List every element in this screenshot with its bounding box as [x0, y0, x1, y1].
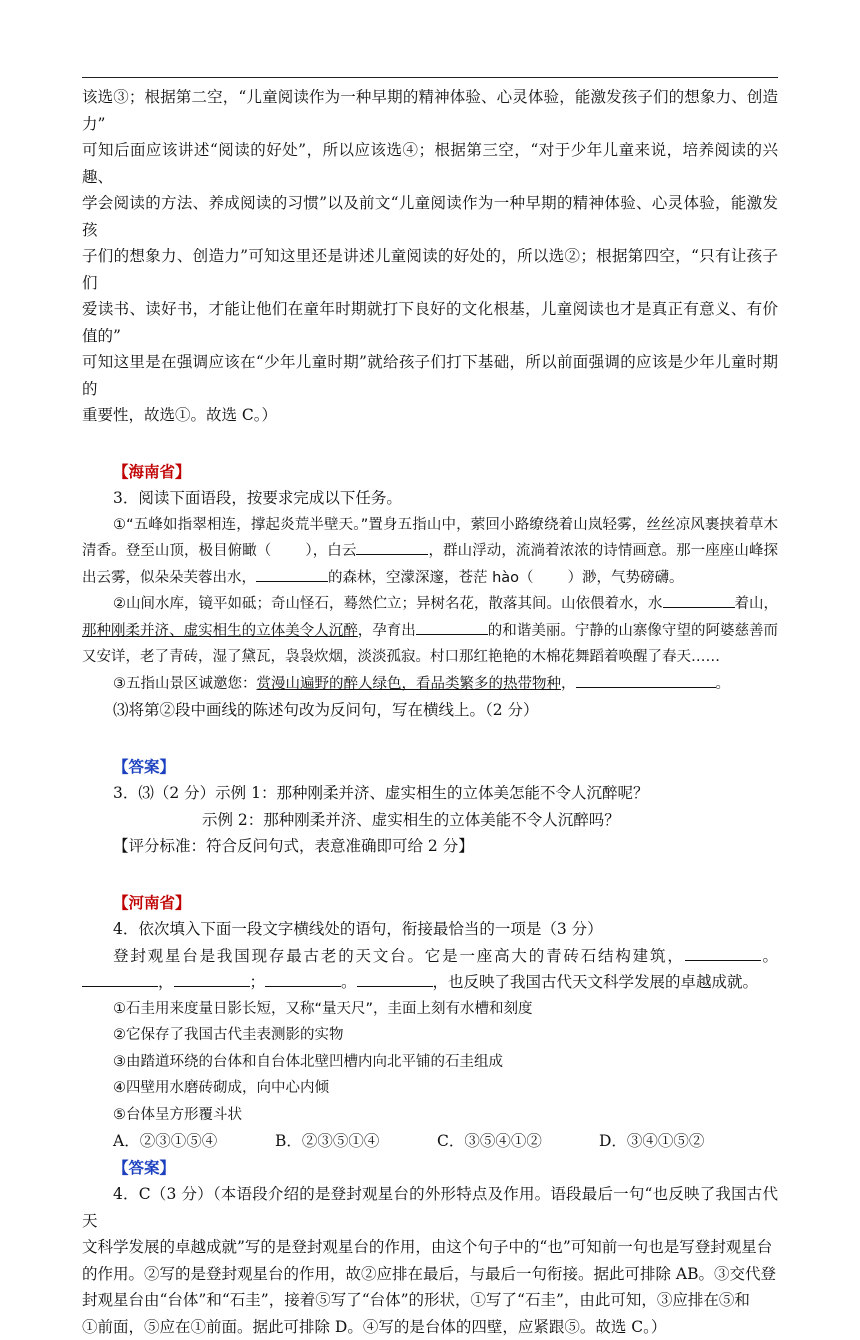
- text-span: 草木清香。登至山顶，极目俯瞰（: [82, 517, 778, 560]
- text-line: 重要性，故选①。故选 C。）: [82, 402, 778, 429]
- list-item: ②它保存了我国古代圭表测影的实物: [82, 1022, 778, 1049]
- underlined-sentence: 那种刚柔并济、虚实相生的立体美令人沉醉: [82, 623, 358, 639]
- text-span: 。: [716, 676, 731, 692]
- list-item: ③由踏道环绕的台体和自台体北壁凹槽内向北平铺的石圭组成: [82, 1049, 778, 1076]
- scoring-criteria: 【评分标准：符合反问句式，表意准确即可给 2 分】: [82, 833, 778, 860]
- answer-label: 【答案】: [82, 1155, 778, 1182]
- text-span: ）渺，气势磅礴。: [568, 570, 684, 586]
- text-span: ，群山浮动，流淌着浓浓的诗情画意。那一座座: [428, 543, 734, 559]
- region-label-hainan: 【海南省】: [82, 459, 778, 486]
- answer-blank: [174, 972, 250, 987]
- text-span: 登封观星台是我国现存最古老的天文台。它是一座高大的青砖石结构建筑，: [113, 947, 685, 965]
- header-rule: [82, 77, 778, 78]
- question-stem: [82, 943, 778, 996]
- explanation-line: 封观星台由“台体”和“石圭”，接着⑤写了“台体”的形状，①写了“石圭”，由此可知，③应排在⑤和: [82, 1287, 778, 1314]
- answer-blank: [416, 620, 488, 635]
- option-c: C．③⑤④①②: [437, 1128, 599, 1155]
- text-span: ；: [250, 973, 266, 991]
- text-span: 。: [341, 973, 357, 991]
- region-label-henan: 【河南省】: [82, 890, 778, 917]
- text-span: ，也反映了我国古代天文科学发展的卓越成就。: [433, 973, 759, 991]
- text-span: ，: [561, 676, 576, 692]
- choice-options: [82, 1128, 778, 1155]
- answer-blank: [356, 540, 428, 555]
- question-intro: 3．阅读下面语段，按要求完成以下任务。: [82, 485, 778, 512]
- explanation-line: 的作用。②写的是登封观星台的作用，故②应排在最后，与最后一句衔接。据此可排除 AB。③交代登: [82, 1261, 778, 1288]
- text-line: 子们的想象力、创造力”可知这里还是讲述儿童阅读的好处的，所以选②；根据第四空，“只有让孩子们: [82, 243, 778, 296]
- text-line: 可知后面应该讲述“阅读的好处”，所以应该选④；根据第三空，“对于少年儿童来说，培养阅读的兴趣、: [82, 137, 778, 190]
- text-span: ③五指山景区诚邀您：: [113, 676, 257, 692]
- answer-blank: [685, 946, 761, 961]
- text-line: 学会阅读的方法、养成阅读的习惯”以及前文“儿童阅读作为一种早期的精神体验、心灵体验，能激发孩: [82, 190, 778, 243]
- answer-example-2: 示例 2：那种刚柔并济、虚实相生的立体美能不令人沉醉吗？: [82, 807, 778, 834]
- text-span: 而又安详，老了青砖，湿了黛瓦，袅袅炊烟，淡淡孤寂。村口那红艳艳的木棉花舞蹈着唤醒了春天……: [82, 623, 778, 666]
- text-span: 山峰探出云雾，似朵朵芙蓉出水，: [82, 543, 778, 586]
- answer-blank: [357, 972, 433, 987]
- text-span: ②山间水库，镜平如砥；奇山怪石，蓦然伫立；异树名花，散落其间。山依偎着水，水: [113, 596, 663, 612]
- list-item: ④四壁用水磨砖砌成，向中心内倾: [82, 1075, 778, 1102]
- answer-blank: [265, 972, 341, 987]
- text-line: 爱读书、读好书，才能让他们在童年时期就打下良好的文化根基，儿童阅读也才是真正有意义、有价值的”: [82, 296, 778, 349]
- text-span: ），白云: [305, 543, 356, 559]
- text-span: ，孕育出: [358, 623, 416, 639]
- page-content: [82, 84, 778, 1340]
- explanation-line: ①前面，⑤应在①前面。据此可排除 D。④写的是台体的四壁，应紧跟⑤。故选 C。）: [82, 1314, 778, 1340]
- passage-paragraph-2: [82, 591, 778, 671]
- passage-paragraph-1: [82, 512, 778, 592]
- answer-blank: [576, 673, 716, 688]
- text-line: 该选③；根据第二空，“儿童阅读作为一种早期的精神体验、心灵体验，能激发孩子们的想象力、创造力”: [82, 84, 778, 137]
- answer-label: 【答案】: [82, 754, 778, 781]
- explanation-line: 4．C（3 分）（本语段介绍的是登封观星台的外形特点及作用。语段最后一句“也反映了我国古代天: [82, 1181, 778, 1234]
- reading-passage: [82, 512, 778, 698]
- hainan-section: [82, 459, 778, 860]
- option-d: D．③④①⑤②: [599, 1128, 761, 1155]
- answer-blank: [663, 593, 735, 608]
- answer-example-1: 3．⑶（2 分）示例 1：那种刚柔并济、虚实相生的立体美怎能不令人沉醉呢？: [82, 780, 778, 807]
- sentence-items: [82, 996, 778, 1129]
- list-item: ①石圭用来度量日影长短，又称“量天尺”，圭面上刻有水槽和刻度: [82, 996, 778, 1023]
- option-b: B．②③⑤①④: [275, 1128, 437, 1155]
- text-span: ，: [158, 973, 174, 991]
- explanation-line: 文科学发展的卓越成就”写的是登封观星台的作用，由这个句子中的“也”可知前一句也是写登封观星台: [82, 1234, 778, 1261]
- text-span: 。: [761, 947, 778, 965]
- text-span: 的和谐美丽。宁静的山寨像守望的阿婆慈善: [488, 623, 764, 639]
- text-span: 的森林，空濛深邃，苍茫 hào（: [328, 570, 534, 586]
- underlined-phrase: 赏漫山遍野的醉人绿色，看品类繁多的热带物种: [257, 676, 562, 692]
- list-item: ⑤台体呈方形覆斗状: [82, 1102, 778, 1129]
- henan-section: [82, 890, 778, 1340]
- passage-paragraph-3: [82, 671, 778, 698]
- text-line: 可知这里是在强调应该在“少年儿童时期”就给孩子们打下基础，所以前面强调的应该是少年儿童时期的: [82, 349, 778, 402]
- answer-blank: [256, 567, 328, 582]
- text-span: ①“五峰如指翠相连，撑起炎荒半壁天。”置身五指山中，萦回小路缭绕着山岚轻雾，丝丝凉风裹挟着: [113, 517, 749, 533]
- task-instruction: ⑶将第②段中画线的陈述句改为反问句，写在横线上。（2 分）: [82, 697, 778, 724]
- option-a: A．②③①⑤④: [113, 1128, 275, 1155]
- prev-explanation: [82, 84, 778, 429]
- answer-blank: [82, 972, 158, 987]
- question-intro: 4．依次填入下面一段文字横线处的语句，衔接最恰当的一项是（3 分）: [82, 916, 778, 943]
- text-span: 着山，: [735, 596, 779, 612]
